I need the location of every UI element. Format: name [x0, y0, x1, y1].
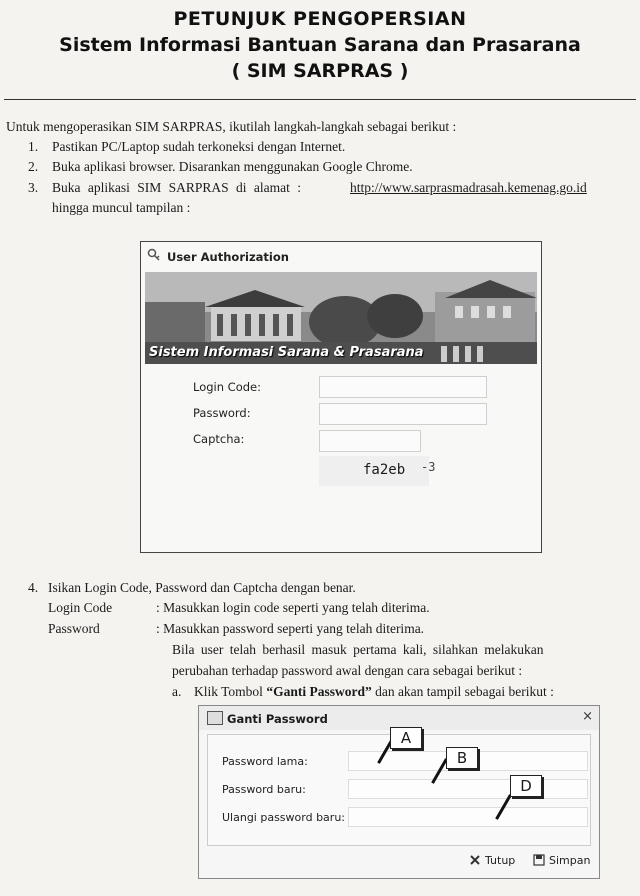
step-3-continuation: hingga muncul tampilan : [52, 200, 191, 215]
step-4-number: 4. [28, 580, 39, 595]
ganti-password-window [198, 705, 600, 879]
close-x-icon [469, 854, 481, 866]
banner-caption: Sistem Informasi Sarana & Prasarana [149, 345, 424, 360]
password-baru-label: Password baru: [222, 783, 306, 796]
login-window-titlebar [141, 242, 541, 270]
intro-text: Untuk mengoperasikan SIM SARPRAS, ikutilah langkah-langkah sebagai berikut : [6, 119, 457, 134]
note-line-1: Bila user telah berhasil masuk pertama kali, silahkan melakukan [172, 642, 544, 657]
password-lama-label: Password lama: [222, 755, 308, 768]
captcha-label: Captcha: [193, 432, 245, 446]
ganti-password-emphasis: “Ganti Password” [266, 684, 372, 699]
ganti-form-panel [207, 729, 591, 846]
password-description: : Masukkan password seperti yang telah diterima. [156, 621, 425, 636]
sarpras-banner-image [145, 272, 537, 364]
simpan-label: Simpan [549, 854, 591, 867]
window-icon [207, 711, 223, 725]
note-line-2: perubahan terhadap password awal dengan cara sebagai berikut : [172, 663, 523, 678]
marker-a: A [390, 727, 422, 749]
step-2-text: Buka aplikasi browser. Disarankan menggunakan Google Chrome. [52, 159, 413, 174]
captcha-text: fa2eb [363, 462, 406, 478]
ulangi-password-label: Ulangi password baru: [222, 811, 345, 824]
sub-step-a-letter: a. [172, 684, 182, 699]
save-icon [533, 854, 545, 866]
ulangi-password-input[interactable] [348, 807, 588, 827]
doc-title: PETUNJUK PENGOPERSIAN [173, 8, 467, 30]
marker-d: D [510, 775, 542, 797]
login-code-input[interactable] [319, 376, 487, 398]
login-window-title: User Authorization [167, 250, 289, 264]
captcha-input[interactable] [319, 430, 421, 452]
close-icon[interactable]: × [582, 709, 593, 724]
step-1-number: 1. [28, 139, 39, 154]
captcha-image [319, 456, 436, 486]
password-label: Password: [193, 406, 251, 420]
sarpras-url-link[interactable]: http://www.sarprasmadrasah.kemenag.go.id [350, 180, 587, 195]
step-3-text: Buka aplikasi SIM SARPRAS di alamat : [52, 180, 302, 195]
marker-b: B [446, 747, 478, 769]
login-code-label: Login Code: [193, 380, 261, 394]
sub-step-a-prefix: Klik Tombol [194, 684, 263, 699]
key-icon [147, 248, 161, 262]
step-2-number: 2. [28, 159, 39, 174]
password-term: Password [48, 621, 100, 636]
step-3-number: 3. [28, 180, 39, 195]
sub-step-a-suffix: dan akan tampil sebagai berikut : [375, 684, 554, 699]
ganti-window-title: Ganti Password [227, 712, 328, 726]
sub-step-a-text [194, 684, 554, 700]
simpan-button[interactable] [533, 854, 590, 867]
login-code-description: : Masukkan login code seperti yang telah diterima. [156, 600, 430, 615]
doc-acronym: ( SIM SARPRAS ) [231, 60, 409, 82]
tutup-button[interactable] [469, 854, 515, 867]
login-code-term: Login Code [48, 600, 113, 615]
header-divider [4, 99, 636, 100]
tutup-label: Tutup [485, 854, 516, 867]
step-1-text: Pastikan PC/Laptop sudah terkoneksi dengan Internet. [52, 139, 346, 154]
user-authorization-window [140, 241, 542, 553]
captcha-noise: -3 [421, 460, 436, 474]
password-baru-input[interactable] [348, 779, 588, 799]
password-input[interactable] [319, 403, 487, 425]
step-4-text: Isikan Login Code, Password dan Captcha dengan benar. [48, 580, 356, 595]
doc-subtitle: Sistem Informasi Bantuan Sarana dan Prasarana [59, 34, 581, 56]
